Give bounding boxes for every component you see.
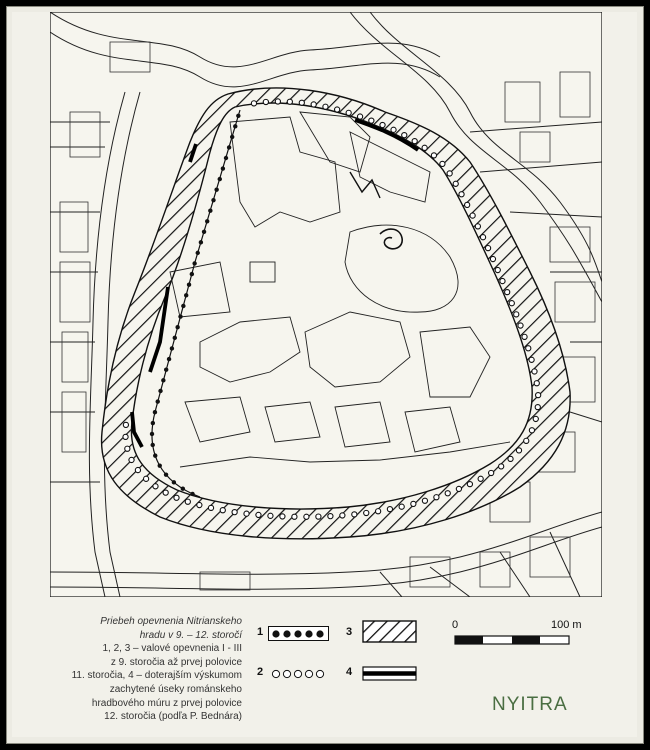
rampart-ii-dot [251, 101, 256, 106]
legend-symbol-filled-dots [268, 626, 330, 642]
rampart-i-dot [178, 314, 182, 318]
caption-line-4: zachytené úseky románskeho [109, 683, 242, 695]
rampart-ii-dot [123, 422, 128, 427]
rampart-ii-dot [516, 448, 521, 453]
rampart-ii-dot [526, 346, 531, 351]
rampart-ii-dot [431, 153, 436, 158]
rampart-i-dot [192, 261, 196, 265]
rampart-ii-dot [490, 256, 495, 261]
rampart-ii-dot [376, 509, 381, 514]
rampart-ii-dot [364, 510, 369, 515]
rampart-ii-dot [399, 504, 404, 509]
rampart-ii-dot [340, 513, 345, 518]
legend-number-3: 3 [346, 626, 353, 638]
rampart-ii-dot [495, 267, 500, 272]
rampart-ii-dot [323, 104, 328, 109]
rampart-ii-dot [129, 457, 134, 462]
rampart-i-dot [172, 480, 176, 484]
rampart-ii-dot [445, 491, 450, 496]
rampart-ii-dot [499, 464, 504, 469]
rampart-ii-dot [316, 514, 321, 519]
rampart-i-dot [156, 399, 160, 403]
legend-number-2: 2 [257, 666, 264, 678]
rampart-i-dot [151, 443, 155, 447]
rampart-ii-dot [387, 507, 392, 512]
rampart-ii-dot [197, 502, 202, 507]
caption-line-5: hradbového múru z prvej polovice [91, 697, 242, 709]
rampart-ii-dot [447, 171, 452, 176]
rampart-ii-dot [143, 476, 148, 481]
rampart-ii-dot [505, 290, 510, 295]
rampart-i-dot [187, 283, 191, 287]
rampart-ii-dot [402, 133, 407, 138]
rampart-ii-dot [467, 482, 472, 487]
rampart-ii-dot [485, 245, 490, 250]
rampart-i-dot [151, 421, 155, 425]
rampart-ii-dot [380, 122, 385, 127]
rampart-i-dot [230, 135, 234, 139]
rampart-ii-dot [328, 514, 333, 519]
rampart-ii-dot [244, 511, 249, 516]
rampart-ii-dot [174, 495, 179, 500]
rampart-i-dot [221, 166, 225, 170]
rampart-i-dot [208, 209, 212, 213]
rampart-ii-dot [508, 456, 513, 461]
rampart-ii-dot [475, 224, 480, 229]
rampart-i-dot [173, 336, 177, 340]
scale-bar [454, 634, 572, 648]
rampart-ii-dot [346, 110, 351, 115]
rampart-ii-dot [208, 505, 213, 510]
rampart-i-dot [158, 463, 162, 467]
rampart-ii-dot [536, 393, 541, 398]
rampart-ii-dot [256, 512, 261, 517]
rampart-i-dot [190, 272, 194, 276]
rampart-i-dot [190, 492, 194, 496]
rampart-ii-dot [532, 369, 537, 374]
rampart-ii-dot [453, 181, 458, 186]
rampart-i-dot [236, 114, 240, 118]
rampart-ii-dot [480, 235, 485, 240]
legend-symbol-open-dots [268, 666, 330, 682]
rampart-ii-dot [470, 213, 475, 218]
rampart-ii-dot [357, 114, 362, 119]
rampart-i-dot [153, 410, 157, 414]
rampart-ii-dot [263, 99, 268, 104]
rampart-i-dot [202, 230, 206, 234]
scale-start-label: 0 [452, 619, 459, 631]
rampart-ii-dot [369, 118, 374, 123]
rampart-ii-dot [478, 476, 483, 481]
map-caption [60, 615, 242, 724]
fortification-map [50, 12, 602, 597]
rampart-ii-dot [335, 107, 340, 112]
caption-line-3: 11. storočia, 4 – doterajším výskumom [71, 670, 242, 682]
rampart-ii-dot [125, 446, 130, 451]
rampart-ii-dot [518, 323, 523, 328]
rampart-i-dot [224, 156, 228, 160]
caption-line-1: 1, 2, 3 – valové opevnenia I - III [102, 643, 242, 655]
rampart-ii-dot [153, 484, 158, 489]
rampart-ii-dot [352, 512, 357, 517]
rampart-ii-dot [311, 102, 316, 107]
rampart-ii-dot [422, 145, 427, 150]
rampart-ii-dot [135, 467, 140, 472]
rampart-ii-dot [529, 357, 534, 362]
rampart-ii-dot [500, 278, 505, 283]
rampart-ii-dot [304, 514, 309, 519]
rampart-ii-dot [287, 99, 292, 104]
rampart-ii-dot [163, 490, 168, 495]
rampart-i-dot [211, 198, 215, 202]
rampart-i-dot [150, 432, 154, 436]
legend-number-4: 4 [346, 666, 353, 678]
legend-symbol-hatched-band [362, 620, 418, 644]
rampart-ii-dot [524, 438, 529, 443]
rampart-ii-dot [522, 334, 527, 339]
rampart-ii-dot [465, 202, 470, 207]
rampart-i-dot [181, 487, 185, 491]
rampart-ii-dot [123, 434, 128, 439]
rampart-ii-dot [534, 381, 539, 386]
city-name: NYITRA [492, 694, 568, 715]
rampart-ii-dot [440, 161, 445, 166]
rampart-ii-dot [535, 405, 540, 410]
rampart-ii-dot [509, 301, 514, 306]
rampart-i-dot [164, 367, 168, 371]
rampart-ii-dot [489, 470, 494, 475]
rampart-i-dot [170, 346, 174, 350]
rampart-ii-dot [268, 513, 273, 518]
caption-title-2: hradu v 9. – 12. storočí [139, 629, 242, 641]
legend-symbol-thick-line [362, 666, 418, 682]
rampart-ii-dot [220, 508, 225, 513]
rampart-ii-dot [514, 312, 519, 317]
rampart-ii-dot [391, 127, 396, 132]
rampart-ii-dot [412, 139, 417, 144]
rampart-ii-dot [232, 510, 237, 515]
rampart-ii-dot [529, 428, 534, 433]
rampart-i-dot [158, 389, 162, 393]
rampart-ii-dot [299, 100, 304, 105]
rampart-ii-dot [422, 498, 427, 503]
rampart-ii-dot [275, 99, 280, 104]
rampart-i-dot [164, 472, 168, 476]
rampart-i-dot [233, 124, 237, 128]
rampart-i-dot [181, 304, 185, 308]
rampart-i-dot [161, 378, 165, 382]
rampart-ii-dot [456, 486, 461, 491]
rampart-i-dot [196, 251, 200, 255]
scale-end-label: 100 m [551, 619, 582, 631]
rampart-i-dot [199, 240, 203, 244]
caption-title-1: Priebeh opevnenia Nitrianskeho [100, 616, 242, 627]
caption-line-6: 12. storočia (podľa P. Bednára) [104, 711, 242, 723]
rampart-i-dot [205, 219, 209, 223]
rampart-i-dot [184, 293, 188, 297]
rampart-ii-dot [280, 514, 285, 519]
rampart-i-dot [175, 325, 179, 329]
rampart-ii-dot [459, 192, 464, 197]
rampart-ii-dot [185, 499, 190, 504]
rampart-i-dot [214, 187, 218, 191]
rampart-i-dot [218, 177, 222, 181]
rampart-ii-dot [411, 501, 416, 506]
legend-number-1: 1 [257, 626, 264, 638]
caption-line-2: z 9. storočia až prvej polovice [110, 656, 242, 668]
rampart-i-dot [167, 357, 171, 361]
rampart-ii-dot [292, 514, 297, 519]
rampart-i-dot [153, 453, 157, 457]
rampart-i-dot [227, 145, 231, 149]
rampart-ii-dot [533, 416, 538, 421]
rampart-ii-dot [434, 495, 439, 500]
